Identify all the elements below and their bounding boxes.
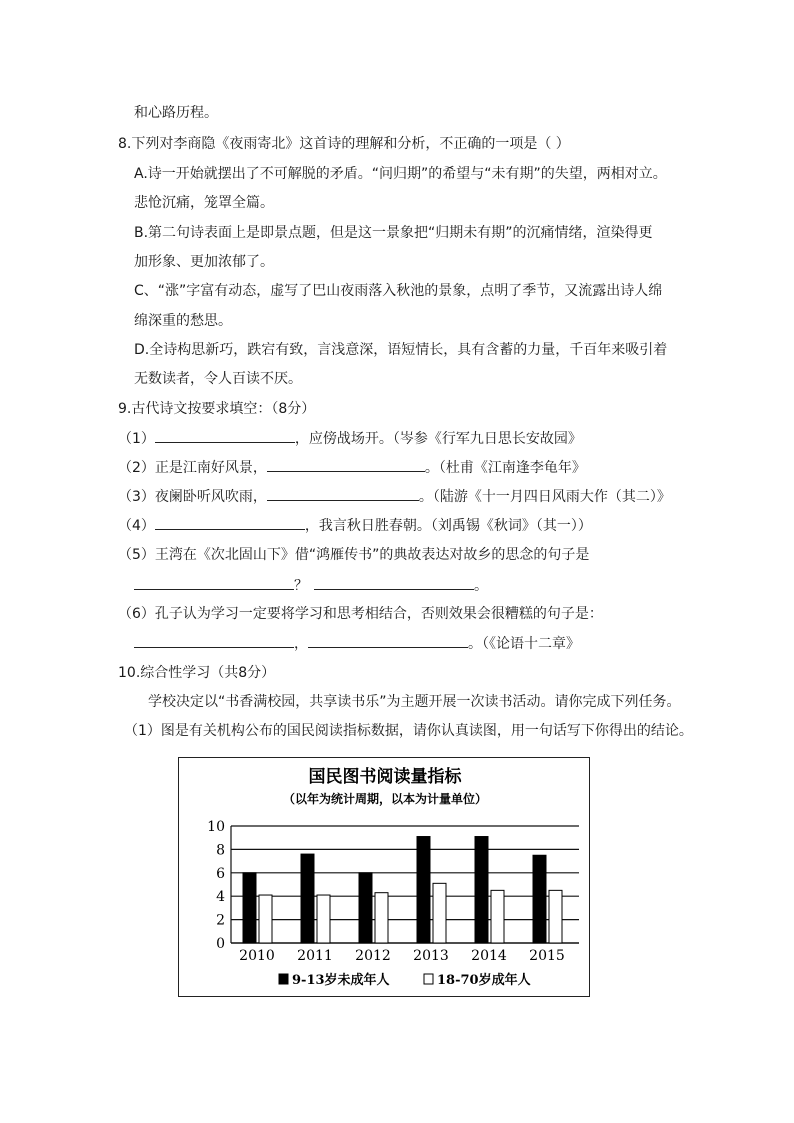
text-line: 和心路历程。 <box>134 105 218 121</box>
bar <box>533 855 546 943</box>
option-c-line2: 绵深重的愁思。 <box>134 313 232 329</box>
bar <box>317 895 330 943</box>
y-tick-label: 10 <box>207 819 225 835</box>
option-a-line1: A.诗一开始就摆出了不可解脱的矛盾。“问归期”的希望与“未有期”的失望，两相对立。 <box>134 166 667 182</box>
item-prefix: （3）夜阑卧听风吹雨， <box>118 489 267 505</box>
option-a-line2: 悲怆沉痛，笼罩全篇。 <box>134 195 274 211</box>
chart-title: 国民图书阅读量指标 <box>308 767 462 787</box>
question-9: 9.古代诗文按要求填空：（8分） <box>118 401 316 417</box>
item-prefix: （1） <box>118 431 155 447</box>
item-text: 。（《论语十二章》 <box>468 636 580 652</box>
end-mark: 。 <box>474 578 488 594</box>
answer-blank[interactable] <box>267 486 419 501</box>
question-9-item-4 <box>118 515 592 536</box>
question-10-intro: 学校决定以“书香满校园，共享读书乐”为主题开展一次读书活动。请你完成下列任务。 <box>148 694 681 710</box>
x-tick-label: 2012 <box>355 948 391 964</box>
answer-blank[interactable] <box>314 575 474 590</box>
answer-blank[interactable] <box>155 515 305 530</box>
reading-chart <box>178 757 590 997</box>
x-tick-label: 2013 <box>413 948 449 964</box>
legend-label: 9-13岁未成年人 <box>292 973 390 988</box>
bar <box>549 890 562 943</box>
x-tick-label: 2011 <box>297 948 333 964</box>
bar <box>359 873 372 943</box>
question-9-item-3 <box>118 486 671 507</box>
x-tick-label: 2015 <box>529 948 565 964</box>
question-9-item-2 <box>118 457 586 478</box>
option-d-line1: D.全诗构思新巧，跌宕有致，言浅意深，语短情长，具有含蓄的力量，千百年来吸引着 <box>134 342 668 358</box>
option-b-line2: 加形象、更加浓郁了。 <box>134 254 274 270</box>
y-tick-label: 6 <box>216 865 225 882</box>
legend-label: 18-70岁成年人 <box>437 973 531 988</box>
bar <box>259 895 272 943</box>
question-8: 8.下列对李商隐《夜雨寄北》这首诗的理解和分析，不正确的一项是（ ） <box>118 136 570 152</box>
question-9-item-5: （5）王湾在《次北固山下》借“鸿雁传书”的典故表达对故乡的思念的句子是 <box>118 547 590 563</box>
question-9-item-6-blanks <box>134 633 580 654</box>
chart-svg <box>179 758 591 998</box>
bar <box>417 837 430 943</box>
chart-subtitle: （以年为统计周期，以本为计量单位） <box>282 792 488 806</box>
separator: ， <box>294 636 308 652</box>
bar <box>243 873 256 943</box>
bar <box>433 883 446 943</box>
option-b-line1: B.第二句诗表面上是即景点题，但是这一景象把“归期未有期”的沉痛情绪，渲染得更 <box>134 225 653 241</box>
y-tick-label: 2 <box>216 912 225 929</box>
option-c-line1: C、“涨”字富有动态，虚写了巴山夜雨落入秋池的景象，点明了季节，又流露出诗人绵 <box>134 283 663 299</box>
legend-swatch <box>279 974 288 984</box>
y-tick-label: 0 <box>216 936 225 952</box>
bar <box>475 837 488 943</box>
item-text: ，我言秋日胜春朝。（刘禹锡《秋词》（其一）） <box>304 518 592 534</box>
question-9-item-6: （6）孔子认为学习一定要将学习和思考相结合，否则效果会很糟糕的句子是： <box>118 606 603 622</box>
item-text: ，应傍战场开。（岑参《行军九日思长安故园》 <box>294 431 582 447</box>
x-tick-label: 2014 <box>471 948 507 964</box>
answer-blank[interactable] <box>134 633 294 648</box>
item-prefix: （2）正是江南好风景， <box>118 460 267 476</box>
answer-blank[interactable] <box>155 428 295 443</box>
separator: ？ <box>294 578 308 594</box>
bar <box>491 890 504 943</box>
question-9-item-1 <box>118 428 582 449</box>
item-text: 。（陆游《十一月四日风雨大作（其二）》 <box>418 489 671 505</box>
question-9-item-5-blanks <box>134 575 488 596</box>
bar <box>375 893 388 943</box>
y-tick-label: 4 <box>216 889 225 906</box>
legend-swatch <box>424 974 433 984</box>
y-tick-label: 8 <box>216 842 225 859</box>
answer-blank[interactable] <box>134 575 294 590</box>
x-tick-label: 2010 <box>239 948 275 964</box>
item-prefix: （4） <box>118 518 155 534</box>
answer-blank[interactable] <box>267 457 425 472</box>
bar <box>301 854 314 943</box>
option-d-line2: 无数读者，令人百读不厌。 <box>134 371 302 387</box>
question-10-task-1: （1）图是有关机构公布的国民阅读指标数据，请你认真读图，用一句话写下你得出的结论。 <box>124 723 693 739</box>
question-10: 10.综合性学习（共8分） <box>118 665 276 681</box>
item-text: 。（杜甫《江南逢李龟年》 <box>424 460 586 476</box>
answer-blank[interactable] <box>308 633 468 648</box>
